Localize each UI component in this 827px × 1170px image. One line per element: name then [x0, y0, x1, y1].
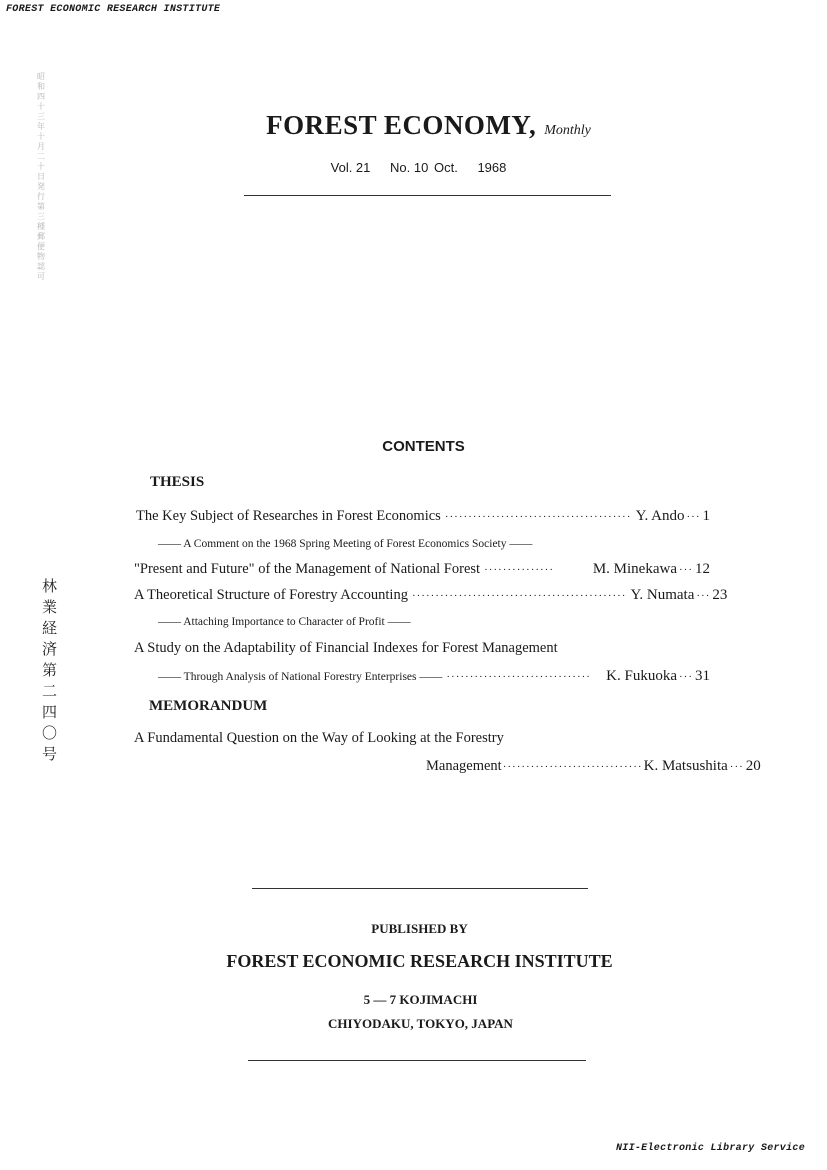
toc-entry-page: 20 — [745, 758, 761, 774]
dot-leader: ··· — [686, 511, 701, 523]
toc-entry-author: Y. Ando — [635, 508, 685, 524]
toc-entry-page: 12 — [695, 561, 710, 577]
publisher-address-line1: 5 — 7 KOJIMACHI — [363, 992, 478, 1007]
dot-leader: ··· — [696, 590, 711, 602]
spine-japanese-title — [36, 578, 54, 775]
toc-entry — [136, 508, 710, 525]
toc-entry — [426, 758, 761, 775]
spine-japanese-title-text: 林業経済第二四〇号 — [40, 578, 56, 767]
toc-entry-title: A Study on the Adaptability of Financial Indexes for Forest Management — [134, 640, 558, 656]
toc-entry-page: 31 — [695, 668, 710, 684]
journal-title: FOREST ECONOMY, — [266, 110, 537, 140]
masthead-rule — [244, 195, 611, 196]
publisher-rule-bottom — [248, 1060, 586, 1061]
toc-entry — [134, 561, 710, 578]
toc-entry-subtitle: —— Attaching Importance to Character of Profit —— — [158, 616, 411, 628]
toc-entry-page: 23 — [712, 587, 728, 603]
issue-month: Oct. — [433, 160, 458, 175]
toc-entry-title: A Theoretical Structure of Forestry Accounting — [134, 587, 408, 603]
dot-leader: ··· — [679, 564, 693, 576]
journal-frequency: Monthly — [544, 123, 591, 138]
toc-entry-title: The Key Subject of Researches in Forest Economics — [136, 508, 441, 524]
section-thesis: THESIS — [150, 474, 205, 490]
journal-masthead — [0, 110, 827, 141]
issue-volume: Vol. 21 — [330, 160, 371, 175]
toc-entry-author: M. Minekawa — [592, 561, 677, 577]
publisher-name: FOREST ECONOMIC RESEARCH INSTITUTE — [226, 951, 613, 971]
running-head: FOREST ECONOMIC RESEARCH INSTITUTE — [6, 4, 221, 15]
toc-entry-title: "Present and Future" of the Management of National Forest — [134, 561, 481, 577]
publisher-address-line2: CHIYODAKU, TOKYO, JAPAN — [328, 1016, 513, 1031]
dot-leader: ······························ — [502, 761, 643, 773]
dot-leader: ··· — [679, 671, 693, 683]
dot-leader: ··············· — [484, 564, 555, 576]
toc-entry-author: Y. Numata — [630, 587, 695, 603]
dot-leader: ··· — [729, 761, 744, 773]
faint-spine-text: 昭 和 四 十 三 年 十 月 二 十 日 発 行 第 三 種 郵 便 物 認 可 — [37, 72, 45, 281]
toc-entry-subtitle: —— A Comment on the 1968 Spring Meeting of Forest Economics Society —— — [158, 538, 533, 550]
dot-leader: ·············································· — [411, 590, 627, 602]
issue-number: No. 10 — [390, 160, 429, 175]
publisher-rule-top — [252, 888, 588, 889]
toc-entry-title: A Fundamental Question on the Way of Looking at the Forestry — [134, 730, 504, 746]
toc-entry-page: 1 — [702, 508, 710, 524]
toc-entry — [134, 587, 728, 604]
contents-heading: CONTENTS — [382, 438, 465, 455]
toc-entry-title-continued: Management — [426, 758, 502, 774]
toc-entry-author: K. Fukuoka — [606, 668, 677, 684]
toc-entry-subtitle: —— Through Analysis of National Forestry Enterprises —— — [158, 671, 443, 683]
toc-entry-author: K. Matsushita — [643, 758, 728, 774]
dot-leader: ······························· — [446, 671, 591, 683]
toc-entry — [158, 668, 710, 685]
issue-year: 1968 — [477, 160, 507, 175]
published-by: PUBLISHED BY — [371, 921, 468, 936]
dot-leader: ········································ — [444, 511, 632, 523]
section-memorandum: MEMORANDUM — [149, 698, 268, 714]
issue-line — [0, 160, 827, 175]
footer-service: NII-Electronic Library Service — [615, 1143, 805, 1154]
